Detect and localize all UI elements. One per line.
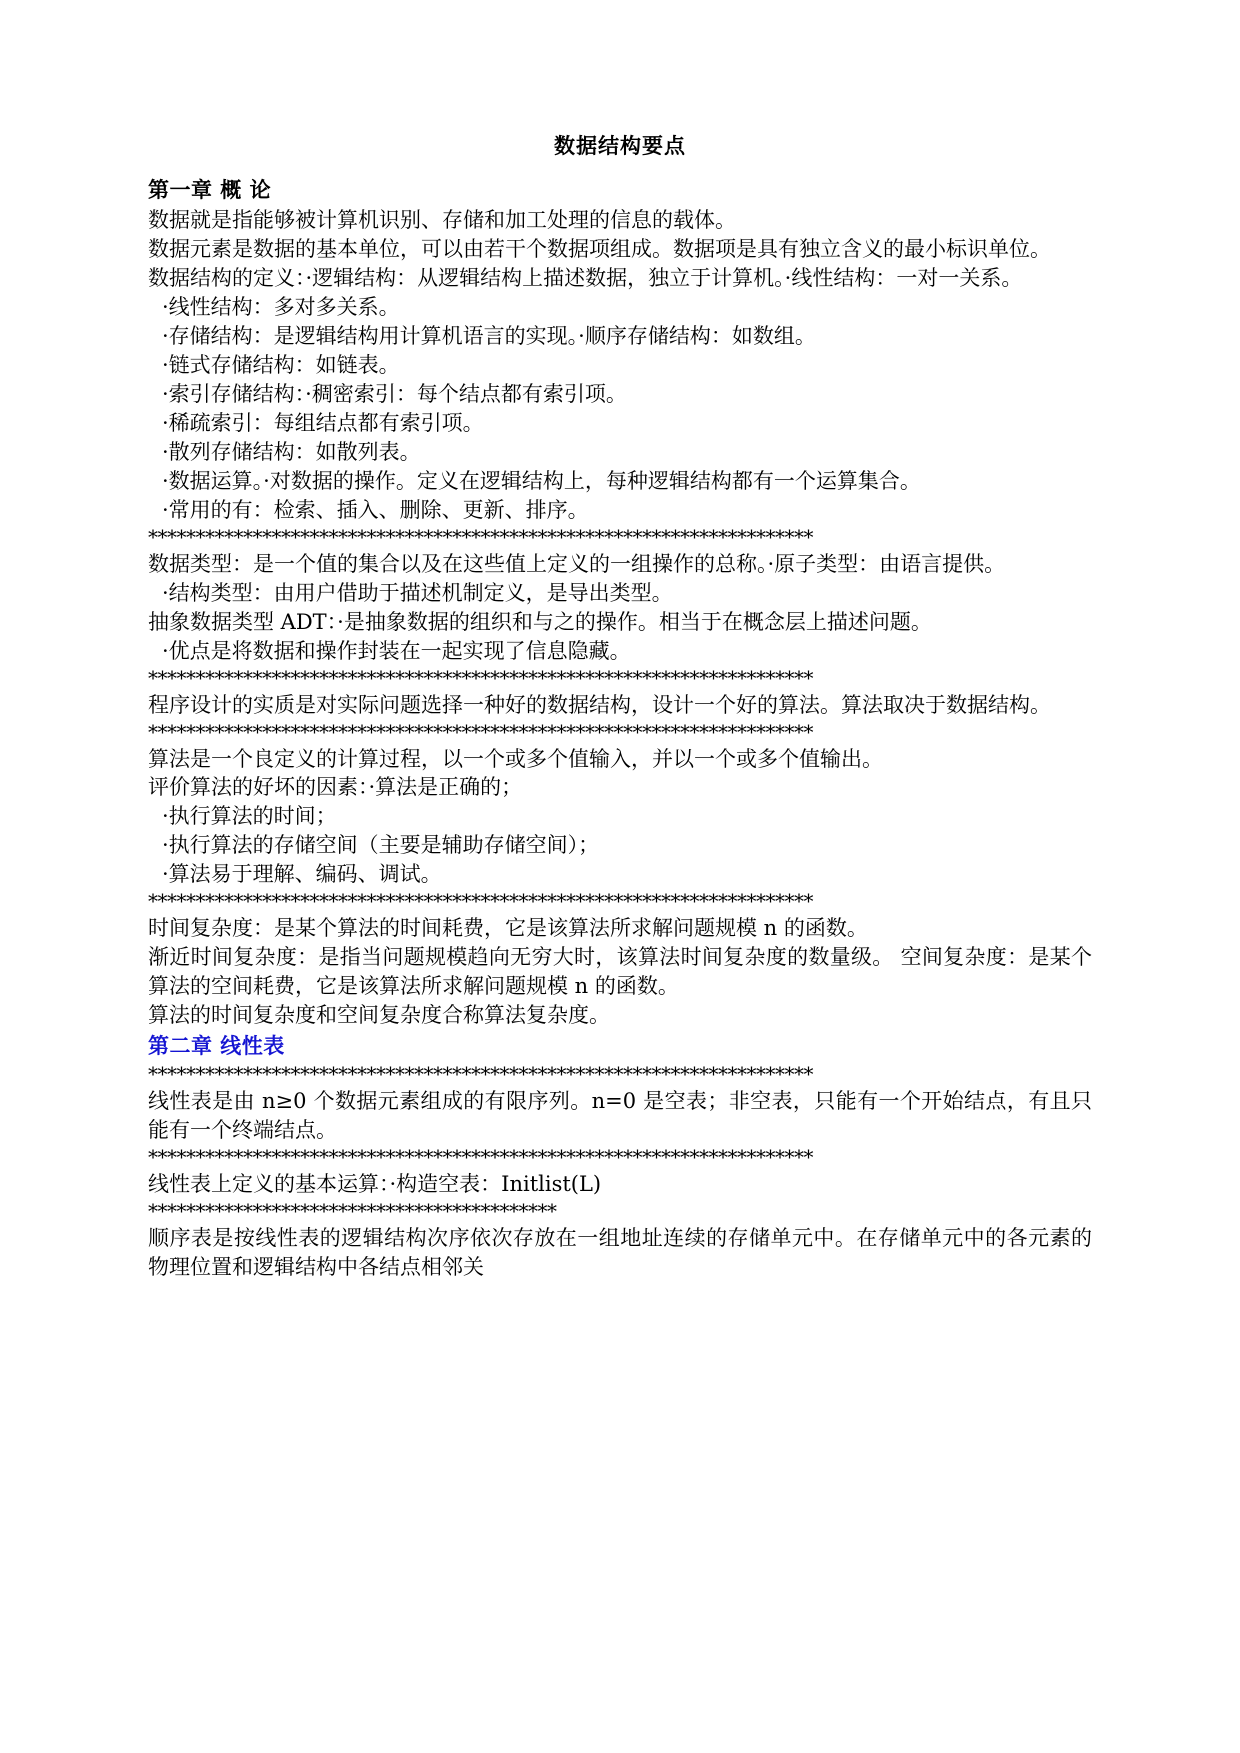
separator-line: ********************************************************************** <box>148 665 813 690</box>
section-chapter-1 <box>148 174 1092 525</box>
paragraph: ·算法易于理解、编码、调试。 <box>162 862 442 887</box>
chapter-1-heading: 第一章 概 论 <box>148 178 272 202</box>
paragraph: ·执行算法的时间； <box>162 804 337 829</box>
section-basic-operations <box>148 1170 1092 1199</box>
section-program-design <box>148 691 1092 720</box>
page-title: 数据结构要点 <box>554 134 686 158</box>
paragraph: ·执行算法的存储空间（主要是辅助存储空间）； <box>162 833 600 858</box>
paragraph: 顺序表是按线性表的逻辑结构次序依次存放在一组地址连续的存储单元中。在存储单元中的各元素的物理位置和逻辑结构中各结点相邻关 <box>148 1226 1092 1280</box>
paragraph: 线性表是由 n≥0 个数据元素组成的有限序列。n=0 是空表；非空表，只能有一个开始结点，有且只能有一个终端结点。 <box>148 1089 1092 1143</box>
paragraph: 线性表上定义的基本运算：·构造空表：Initlist(L) <box>148 1172 602 1197</box>
paragraph: 数据类型：是一个值的集合以及在这些值上定义的一组操作的总称。·原子类型：由语言提供。 <box>148 551 1006 576</box>
paragraph: ·索引存储结构：·稠密索引：每个结点都有索引项。 <box>162 381 627 406</box>
paragraph: 数据结构的定义：·逻辑结构：从逻辑结构上描述数据，独立于计算机。·线性结构：一对一关系。 <box>148 265 1023 290</box>
paragraph: ·线性结构：多对多关系。 <box>162 294 400 319</box>
chapter-2-heading: 第二章 线性表 <box>148 1034 285 1059</box>
paragraph: ·散列存储结构：如散列表。 <box>162 439 421 464</box>
section-data-type <box>148 550 1092 666</box>
separator-line: ********************************************************************** <box>148 1145 813 1170</box>
section-linear-list <box>148 1087 1092 1145</box>
paragraph: ·链式存储结构：如链表。 <box>162 352 400 377</box>
paragraph: 时间复杂度：是某个算法的时间耗费，它是该算法所求解问题规模 n 的函数。 <box>148 916 868 941</box>
separator-line-short: ******************************************* <box>148 1199 557 1224</box>
paragraph: ·数据运算。·对数据的操作。定义在逻辑结构上，每种逻辑结构都有一个运算集合。 <box>162 468 921 493</box>
paragraph: ·常用的有：检索、插入、删除、更新、排序。 <box>162 497 589 522</box>
separator-line: ********************************************************************** <box>148 719 813 744</box>
paragraph: 渐近时间复杂度：是指当问题规模趋向无穷大时，该算法时间复杂度的数量级。 空间复杂度：是某个算法的空间耗费，它是该算法所求解问题规模 n 的函数。 <box>148 945 1092 999</box>
paragraph: 算法是一个良定义的计算过程，以一个或多个值输入，并以一个或多个值输出。 <box>148 746 883 771</box>
separator-line: ********************************************************************** <box>148 889 813 914</box>
separator-line: ********************************************************************** <box>148 1062 813 1087</box>
paragraph: ·稀疏索引：每组结点都有索引项。 <box>162 410 484 435</box>
paragraph: ·存储结构：是逻辑结构用计算机语言的实现。·顺序存储结构：如数组。 <box>162 323 816 348</box>
paragraph: 数据元素是数据的基本单位，可以由若干个数据项组成。数据项是具有独立含义的最小标识单位。 <box>148 236 1051 261</box>
paragraph: 评价算法的好坏的因素：·算法是正确的； <box>148 775 523 800</box>
paragraph: 抽象数据类型 ADT：·是抽象数据的组织和与之的操作。相当于在概念层上描述问题。 <box>148 609 932 634</box>
section-algorithm <box>148 745 1092 890</box>
paragraph: 数据就是指能够被计算机识别、存储和加工处理的信息的载体。 <box>148 208 736 232</box>
paragraph: 程序设计的实质是对实际问题选择一种好的数据结构，设计一个好的算法。算法取决于数据结构。 <box>148 692 1051 717</box>
paragraph: ·结构类型：由用户借助于描述机制定义，是导出类型。 <box>162 580 673 605</box>
paragraph: 算法的时间复杂度和空间复杂度合称算法复杂度。 <box>148 1003 610 1028</box>
paragraph: ·优点是将数据和操作封装在一起实现了信息隐藏。 <box>162 638 631 663</box>
separator-line: ********************************************************************** <box>148 524 813 549</box>
section-complexity <box>148 914 1092 1030</box>
section-sequential-list <box>148 1224 1092 1282</box>
